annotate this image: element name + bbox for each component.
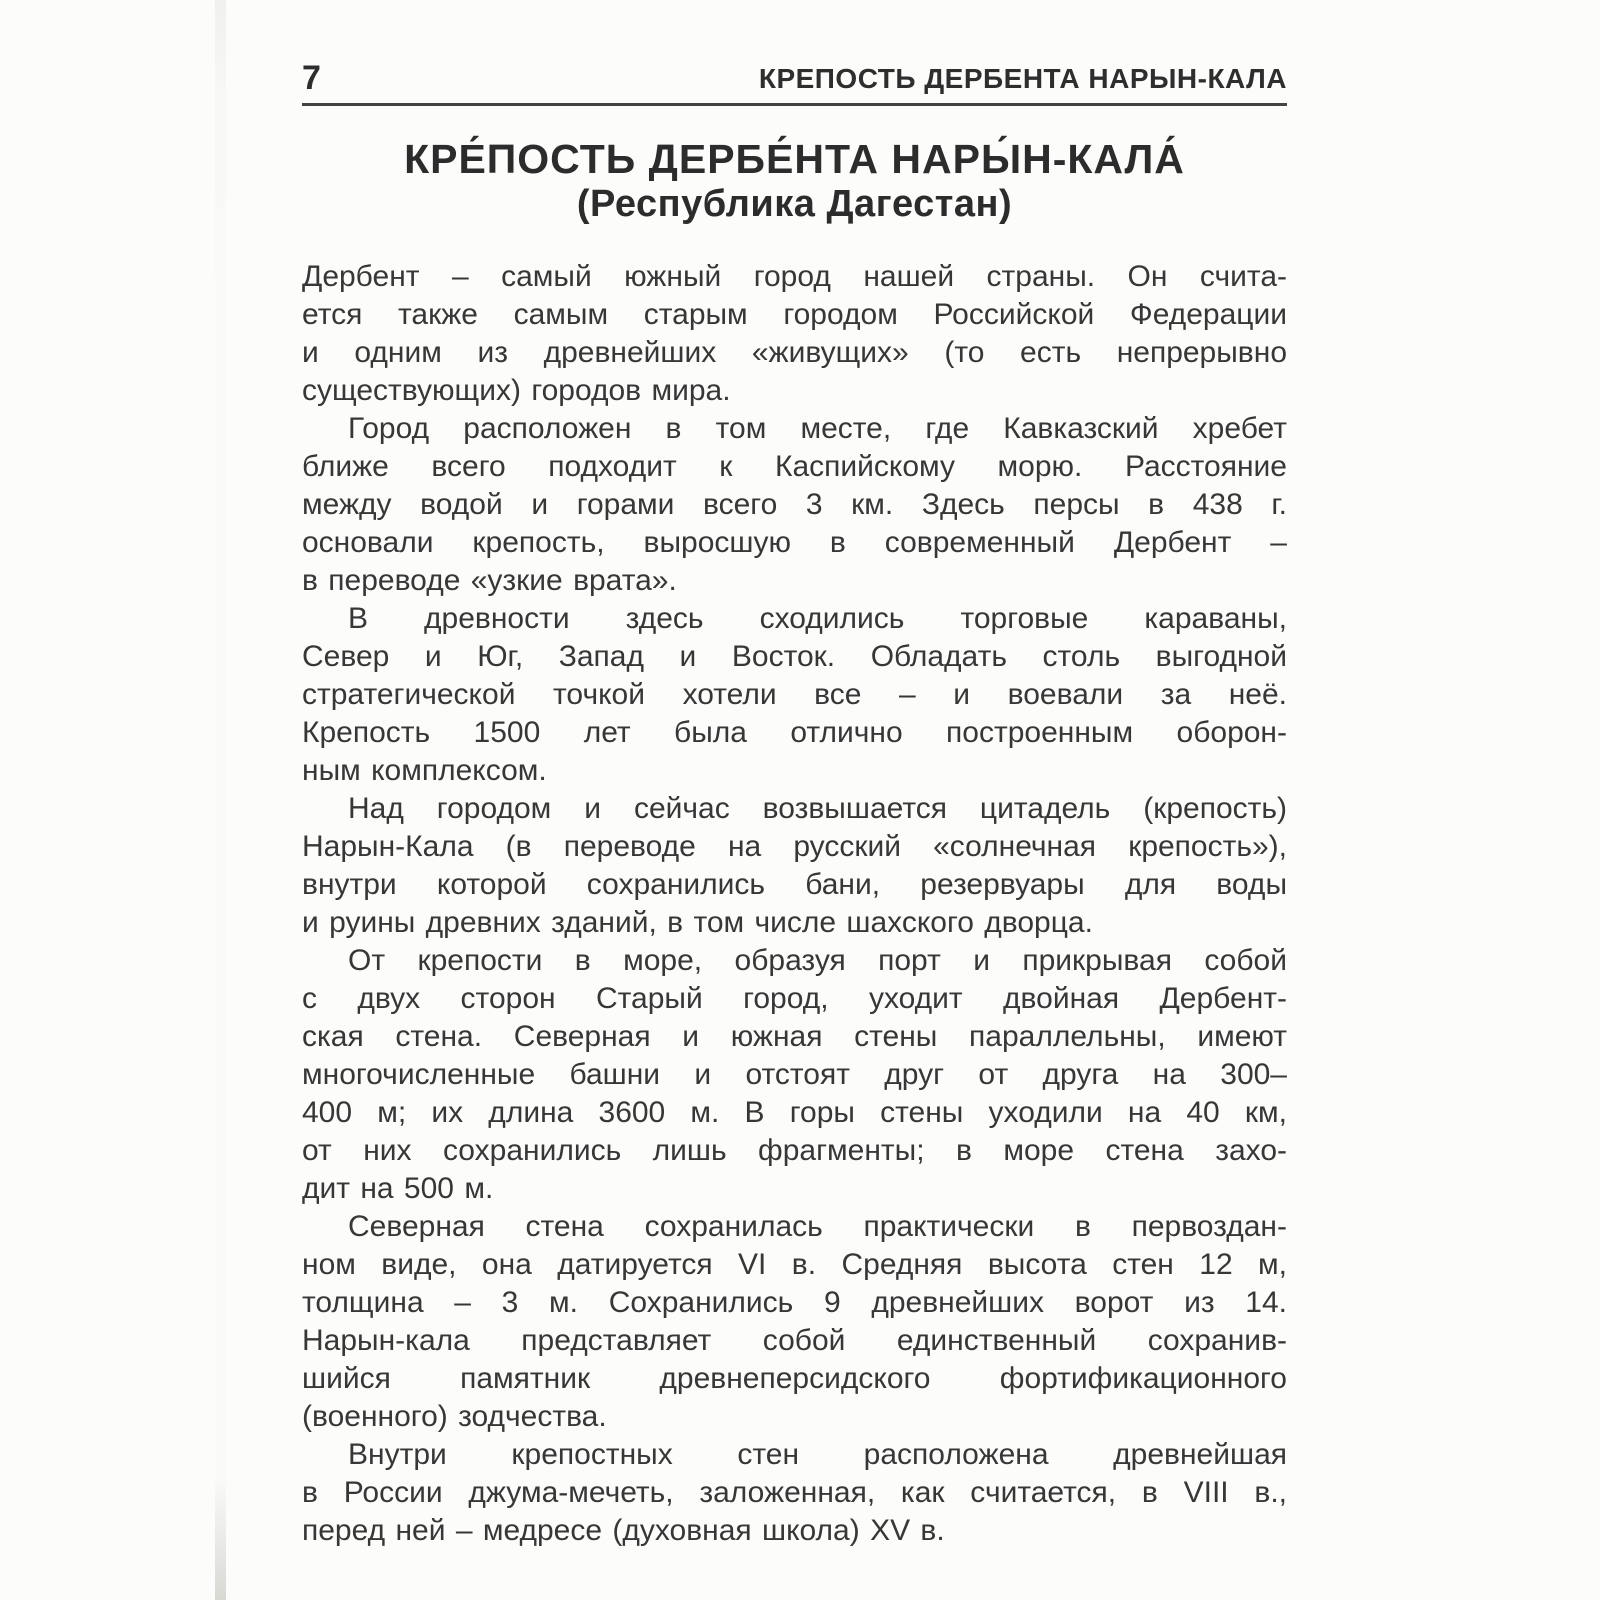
text-line: Нарын-кала представляет собой единственный сохранив- [302, 1324, 1287, 1357]
text-line: перед ней – медресе (духовная школа) XV в. [302, 1514, 945, 1547]
body-text [302, 258, 1287, 1550]
text-line: 400 м; их длина 3600 м. В горы стены уходили на 40 км, [302, 1096, 1287, 1129]
text-line: и руины древних зданий, в том числе шахского дворца. [302, 906, 1093, 939]
paragraph [302, 790, 1287, 942]
text-line: шийся памятник древнеперсидского фортификационного [302, 1362, 1287, 1395]
text-line: дит на 500 м. [302, 1172, 494, 1205]
text-line: толщина – 3 м. Сохранились 9 древнейших ворот из 14. [302, 1286, 1287, 1319]
text-line: Внутри крепостных стен расположена древнейшая [348, 1438, 1287, 1471]
paragraph [302, 600, 1287, 790]
text-line: существующих) городов мира. [302, 374, 731, 407]
text-line: Северная стена сохранилась практически в первоздан- [348, 1210, 1287, 1243]
text-line: Город расположен в том месте, где Кавказский хребет [348, 412, 1287, 445]
text-line: в переводе «узкие врата». [302, 564, 677, 597]
paragraph [302, 258, 1287, 410]
text-line: с двух сторон Старый город, уходит двойная Дербент- [302, 982, 1287, 1015]
paragraph [302, 942, 1287, 1208]
page-number: 7 [302, 59, 321, 97]
text-line: ным комплексом. [302, 754, 547, 787]
text-line: Крепость 1500 лет была отлично построенным оборон- [302, 716, 1287, 749]
text-line: В древности здесь сходились торговые караваны, [348, 602, 1287, 635]
page-header [302, 60, 1287, 96]
text-line: Над городом и сейчас возвышается цитадель (крепость) [348, 792, 1287, 825]
text-line: От крепости в море, образуя порт и прикрывая собой [348, 944, 1287, 977]
text-line: между водой и горами всего 3 км. Здесь персы в 438 г. [302, 488, 1287, 521]
scan-crease [215, 0, 226, 1600]
text-line: внутри которой сохранились бани, резервуары для воды [302, 868, 1287, 901]
paragraph [302, 410, 1287, 600]
chapter-subtitle: (Республика Дагестан) [576, 183, 1013, 225]
text-line: Север и Юг, Запад и Восток. Обладать столь выгодной [302, 640, 1287, 673]
text-line: в России джума-мечеть, заложенная, как считается, в VIII в., [302, 1476, 1287, 1509]
text-line: ном виде, она датируется VI в. Средняя высота стен 12 м, [302, 1248, 1287, 1281]
text-line: основали крепость, выросшую в современный Дербент – [302, 526, 1287, 559]
text-line: ется также самым старым городом Российской Федерации [302, 298, 1287, 331]
paragraph [302, 1208, 1287, 1436]
text-line: (военного) зодчества. [302, 1400, 607, 1433]
text-line: от них сохранились лишь фрагменты; в море стена захо- [302, 1134, 1287, 1167]
running-header: КРЕПОСТЬ ДЕРБЕНТА НАРЫН-КАЛА [758, 63, 1287, 94]
text-line: стратегической точкой хотели все – и воевали за неё. [302, 678, 1287, 711]
header-rule [302, 103, 1287, 106]
text-line: многочисленные башни и отстоят друг от друга на 300– [302, 1058, 1287, 1091]
text-line: Нарын-Кала (в переводе на русский «солнечная крепость»), [302, 830, 1287, 863]
chapter-title: КРЕ́ПОСТЬ ДЕРБЕ́НТА НАРЫ́Н-КАЛА́ [404, 136, 1185, 182]
text-line: ская стена. Северная и южная стены параллельны, имеют [302, 1020, 1287, 1053]
paragraph [302, 1436, 1287, 1550]
text-line: ближе всего подходит к Каспийскому морю. Расстояние [302, 450, 1287, 483]
chapter-title-block [302, 136, 1287, 226]
text-line: Дербент – самый южный город нашей страны. Он счита- [302, 260, 1287, 293]
text-line: и одним из древнейших «живущих» (то есть непрерывно [302, 336, 1287, 369]
page-content [302, 60, 1287, 1550]
